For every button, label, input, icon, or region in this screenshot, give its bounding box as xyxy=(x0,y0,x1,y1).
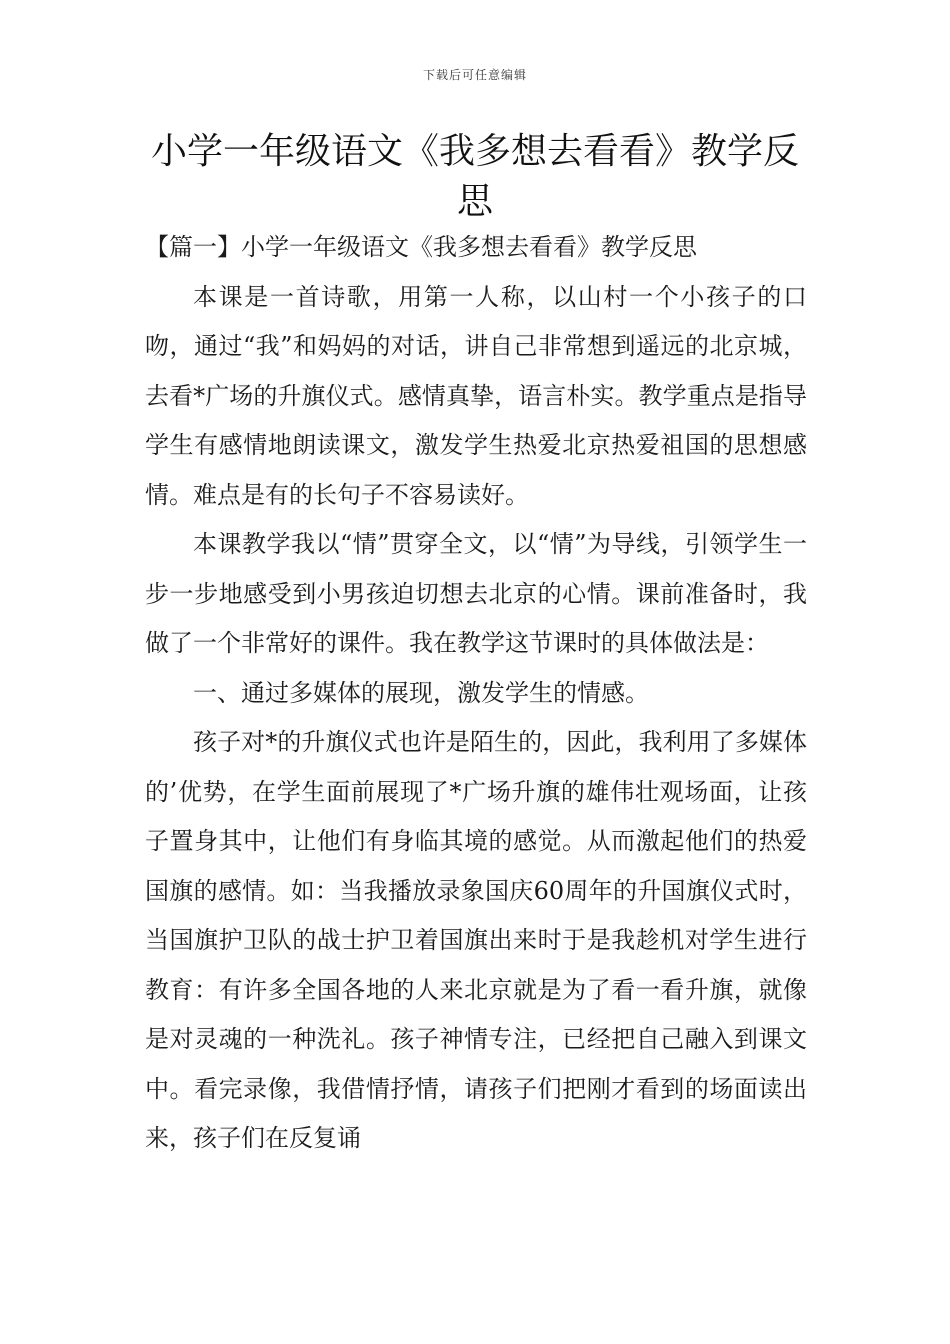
document-body xyxy=(145,223,807,1164)
paragraph: 孩子对*的升旗仪式也许是陌生的，因此，我利用了多媒体的’优势，在学生面前展现了*广场升旗的雄伟壮观场面，让孩子置身其中，让他们有身临其境的感觉。从而激起他们的热爱国旗的感情。如：当我播放录象国庆60周年的升国旗仪式时，当国旗护卫队的战士护卫着国旗出来时于是我趁机对学生进行教育：有许多全国各地的人来北京就是为了看一看升旗，就像是对灵魂的一种洗礼。孩子神情专注，已经把自己融入到课文中。看完录像，我借情抒情，请孩子们把刚才看到的场面读出来，孩子们在反复诵 xyxy=(145,728,807,1152)
subheading: 一、通过多媒体的展现，激发学生的情感。 xyxy=(193,678,649,707)
header-note: 下载后可任意编辑 xyxy=(422,68,527,82)
paragraph: 本课教学我以“情”贯穿全文，以“情”为导线，引领学生一步一步地感受到小男孩迫切想去北京的心情。课前准备时，我做了一个非常好的课件。我在教学这节课时的具体做法是： xyxy=(145,530,807,657)
paragraph: 本课是一首诗歌，用第一人称，以山村一个小孩子的口吻，通过“我”和妈妈的对话，讲自己非常想到遥远的北京城，去看*广场的升旗仪式。感情真挚，语言朴实。教学重点是指导学生有感情地朗读课文，激发学生热爱北京热爱祖国的思想感情。难点是有的长句子不容易读好。 xyxy=(145,282,807,509)
section-heading: 【篇一】小学一年级语文《我多想去看看》教学反思 xyxy=(145,233,697,261)
document-title: 小学一年级语文《我多想去看看》教学反思 xyxy=(150,131,799,222)
